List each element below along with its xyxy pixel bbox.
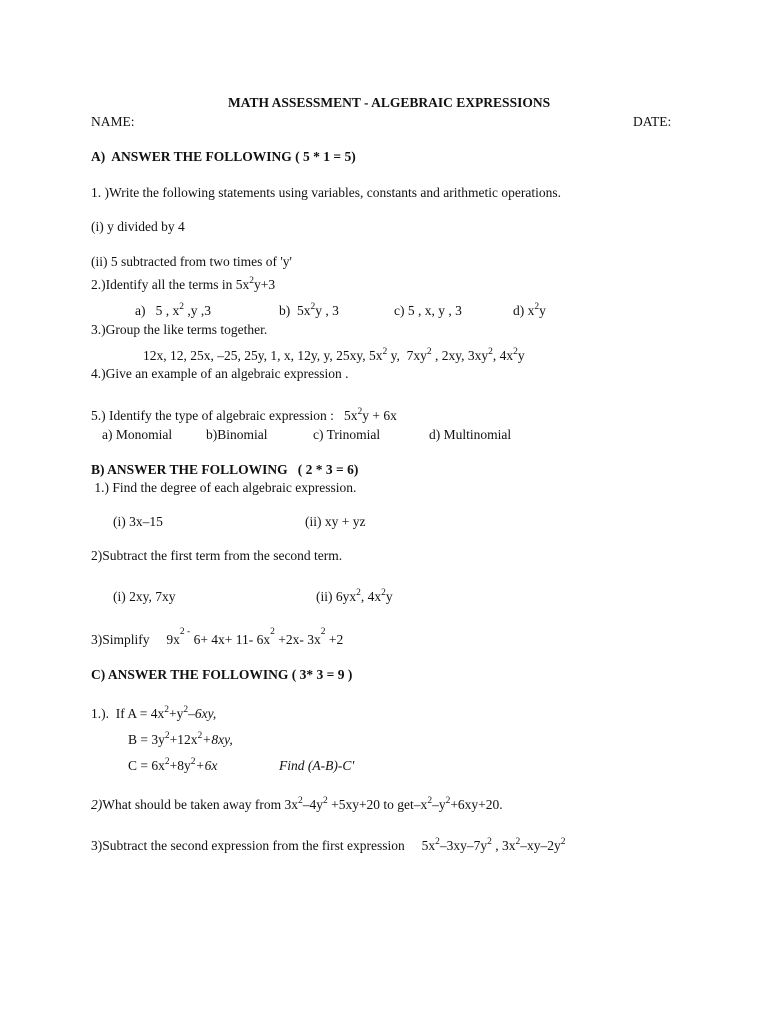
- section-b-q1-ii: (ii) xy + yz: [305, 514, 366, 529]
- name-label: NAME:: [91, 114, 135, 129]
- section-a-q3-terms: 12x, 12, 25x, –25, 25y, 1, x, 12y, y, 25xy, $5x^2$ y, $7xy^2$ , 2xy, $3xy^2$, $4x^2y$: [143, 347, 525, 363]
- section-a-q5-option-b: b)Binomial: [206, 427, 268, 442]
- section-c-heading: C) ANSWER THE FOLLOWING ( 3* 3 = 9 ): [91, 667, 353, 682]
- section-a-q4: 4.)Give an example of an algebraic expression .: [91, 366, 349, 381]
- section-c-q1-a: 1.). If $A = 4x^2+y^2-6xy$,: [91, 705, 217, 721]
- section-c-q1-c: $C = 6x^2+8y^2+6x$: [128, 757, 218, 773]
- section-a-q3: 3.)Group the like terms together.: [91, 322, 268, 337]
- section-a-q2-option-d: d) $x^2y$: [513, 302, 546, 318]
- section-b-q2-ii: (ii) $6yx^2$, $4x^2y$: [316, 588, 393, 604]
- section-c-q1-find: Find (A-B)-C': [279, 758, 355, 773]
- section-a-q5-option-c: c) Trinomial: [313, 427, 381, 442]
- section-a-q5: 5.) Identify the type of algebraic expression : $5x^2y + 6x$: [91, 407, 397, 423]
- section-b-heading: B) ANSWER THE FOLLOWING ( 2 * 3 = 6): [91, 462, 359, 477]
- section-a-q2: 2.)Identify all the terms in $5x^2y+3$: [91, 276, 276, 292]
- section-b-q2-i: (i) 2xy, 7xy: [113, 589, 176, 604]
- section-b-q1: 1.) Find the degree of each algebraic expression.: [91, 480, 357, 495]
- section-a-q1-i: (i) y divided by 4: [91, 219, 185, 234]
- section-a-q1: 1. )Write the following statements using variables, constants and arithmetic operations.: [91, 185, 561, 200]
- section-b-q2: 2)Subtract the first term from the second term.: [91, 548, 343, 563]
- date-label: DATE:: [633, 114, 672, 129]
- section-a-q5-option-a: a) Monomial: [102, 427, 173, 442]
- section-c-q1-b: $B = 3y^2+12x^2+8xy$,: [128, 731, 233, 747]
- section-a-q2-option-a: a) 5 , $x^2$ ,y ,3: [135, 302, 211, 318]
- section-c-q2: 2)What should be taken away from $3x^2-4y^2 +5xy+20$ to get–$x^2-y^2+6xy+20$.: [91, 796, 503, 812]
- section-a-q2-option-b: b) $5x^2y$ , 3: [279, 302, 339, 318]
- section-a-q1-ii: (ii) 5 subtracted from two times of 'y': [91, 254, 292, 269]
- section-a-q5-option-d: d) Multinomial: [429, 427, 512, 442]
- section-c-q3: 3)Subtract the second expression from the first expression $5x^2-3xy-7y^2$ , $3x^2-xy-2y^2$: [91, 837, 566, 853]
- section-b-q1-i: (i) 3x–15: [113, 514, 163, 529]
- section-a-q2-option-c: c) 5 , x, y , 3: [394, 303, 462, 318]
- page-title: MATH ASSESSMENT - ALGEBRAIC EXPRESSIONS: [228, 95, 551, 110]
- section-b-q3: 3)Simplify $9x^{2 -}$ 6+ 4x+ 11- $6x^2 +2x-$ $3x^2 +2$: [91, 627, 344, 647]
- section-a-heading: A) ANSWER THE FOLLOWING ( 5 * 1 = 5): [91, 149, 356, 164]
